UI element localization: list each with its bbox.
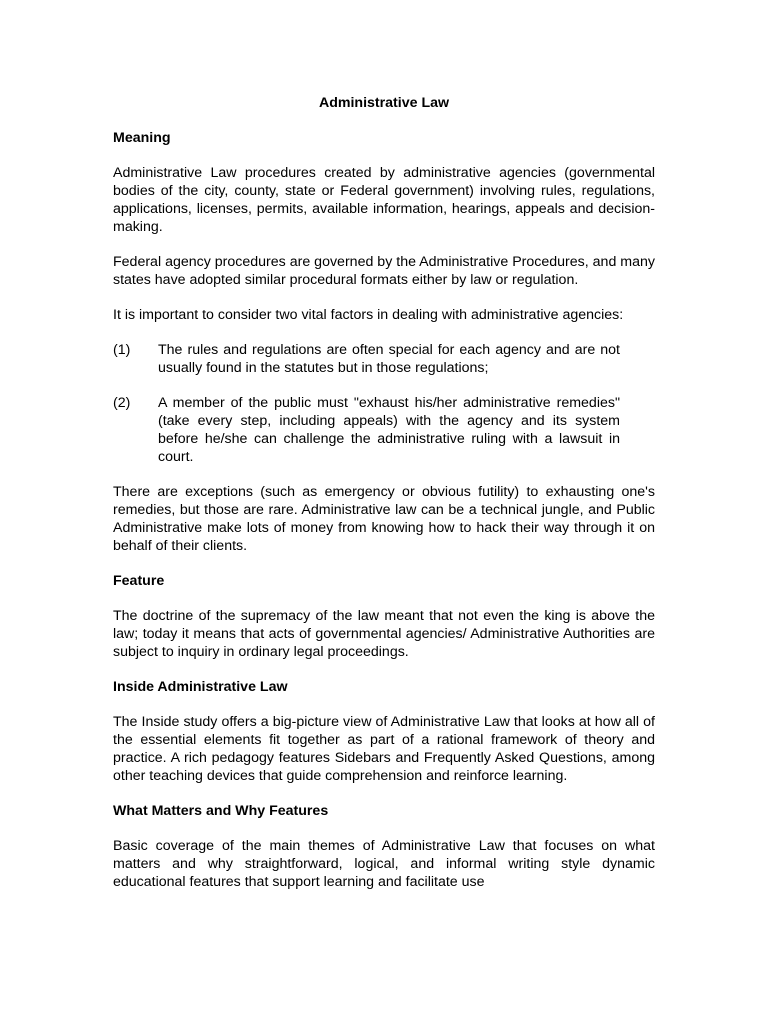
paragraph-meaning-4: There are exceptions (such as emergency or obvious futility) to exhausting one's remedies, but those are rare. Administrative law can be a technical jungle, and Public Administrative make lots of money from knowing how to hack their way through it on behalf of their clients. — [113, 484, 655, 554]
heading-what-matters: What Matters and Why Features — [113, 803, 329, 819]
paragraph-meaning-3: It is important to consider two vital factors in dealing with administrative agencies: — [113, 307, 624, 323]
list-item-number: (1) — [113, 342, 131, 358]
paragraph-what-matters-1: Basic coverage of the main themes of Administrative Law that focuses on what matters and why straightforward, logical, and informal writing style dynamic educational features that support learning and facilitate use — [113, 838, 655, 890]
paragraph-inside-1: The Inside study offers a big-picture view of Administrative Law that looks at how all of the essential elements fit together as part of a rational framework of theory and practice. A rich pedagogy features Sidebars and Frequently Asked Questions, among other teaching devices that guide comprehension and reinforce learning. — [113, 714, 655, 784]
paragraph-meaning-1: Administrative Law procedures created by administrative agencies (governmental bodies of the city, county, state or Federal government) involving rules, regulations, applications, licenses, permits, available information, hearings, appeals and decision-making. — [113, 165, 655, 235]
list-item-text: The rules and regulations are often special for each agency and are not usually found in the statutes but in those regulations; — [158, 342, 620, 376]
list-item-text: A member of the public must "exhaust his/her administrative remedies" (take every step, including appeals) with the agency and its system before he/she can challenge the administrative ruling with a lawsuit in court. — [158, 395, 620, 465]
paragraph-meaning-2: Federal agency procedures are governed by the Administrative Procedures, and many states have adopted similar procedural formats either by law or regulation. — [113, 254, 655, 288]
list-item-2 — [113, 394, 655, 466]
document-page — [113, 94, 655, 908]
document-title: Administrative Law — [318, 95, 450, 111]
heading-inside: Inside Administrative Law — [113, 679, 288, 695]
heading-meaning: Meaning — [113, 130, 171, 146]
list-item-1 — [113, 341, 655, 377]
paragraph-feature-1: The doctrine of the supremacy of the law meant that not even the king is above the law; today it means that acts of governmental agencies/ Administrative Authorities are subject to inquiry in ordinary legal proceedings. — [113, 608, 655, 660]
list-item-number: (2) — [113, 395, 131, 411]
heading-feature: Feature — [113, 573, 165, 589]
